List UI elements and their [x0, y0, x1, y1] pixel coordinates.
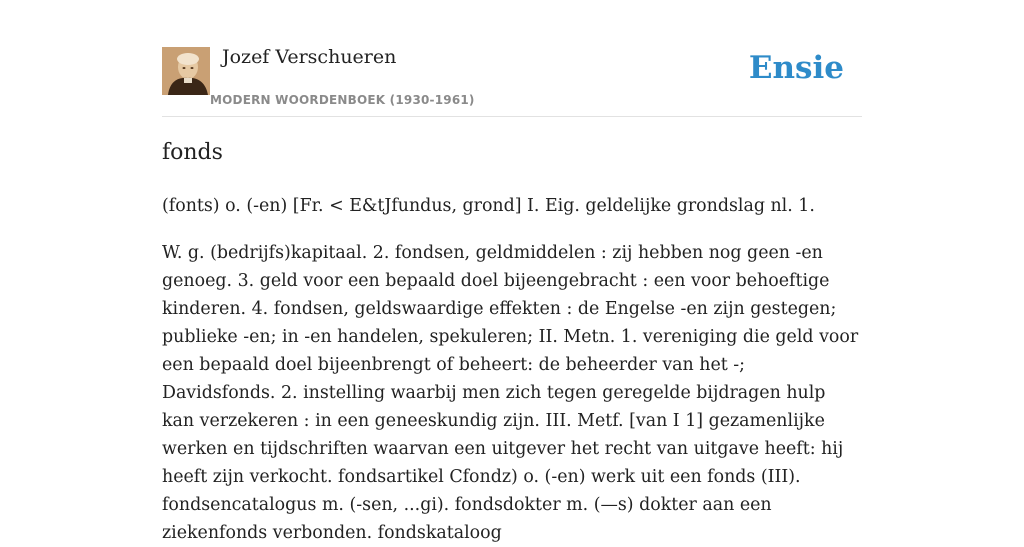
page-header	[162, 0, 862, 117]
entry-title: fonds	[162, 140, 223, 165]
author-name[interactable]: Jozef Verschueren	[222, 46, 397, 68]
author-avatar[interactable]	[162, 47, 210, 95]
dictionary-name[interactable]: MODERN WOORDENBOEK (1930-1961)	[210, 93, 475, 107]
entry-paragraph-2: W. g. (bedrijfs)kapitaal. 2. fondsen, geldmiddelen : zij hebben nog geen -en genoeg. 3. geld voor een bepaald doel bijeengebracht : een voor behoeftige kinderen. 4. fondsen, geldswaardige effekten : de Engelse -en zijn gestegen; publieke -en; in -en handelen, spekuleren; II. Metn. 1. vereniging die geld voor een bepaald doel bijeenbrengt of beheert: de beheerder van het -; Davidsfonds. 2. instelling waarbij men zich tegen geregelde bijdragen hulp kan verzekeren : in een geneeskundig zijn. III. Metf. [van I 1] gezamenlijke werken en tijdschriften waarvan een uitgever het recht van uitgave heeft: hij heeft zijn verkocht. fondsartikel Cfondz) o. (-en) werk uit een fonds (III). fondsencatalogus m. (-sen, ...gi). fondsdokter m. (—s) dokter aan een ziekenfonds verbonden. fondskataloog	[162, 243, 859, 543]
page-container	[162, 0, 862, 543]
author-portrait-icon	[162, 47, 210, 95]
ensie-logo[interactable]: Ensie	[748, 50, 844, 86]
entry-paragraph-1: (fonts) o. (-en) [Fr. < E&tJfundus, grond] I. Eig. geldelijke grondslag nl. 1.	[162, 196, 815, 216]
